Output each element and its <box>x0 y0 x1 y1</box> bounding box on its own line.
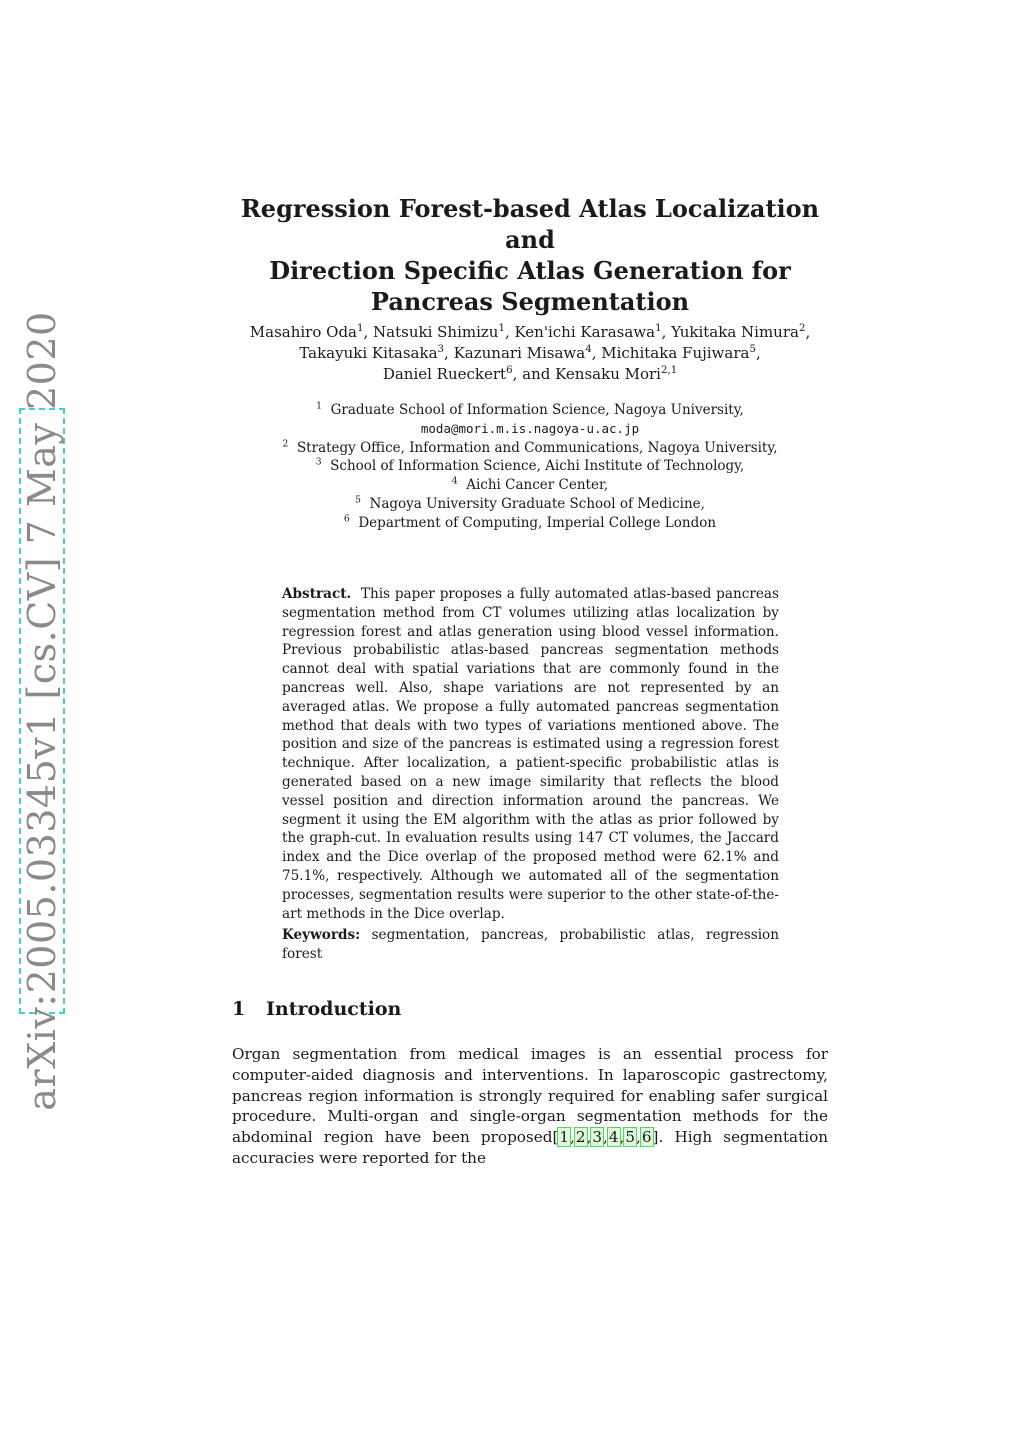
author: Masahiro Oda <box>249 323 357 341</box>
title-line-2: Direction Specific Atlas Generation for <box>269 256 791 285</box>
keywords-text: segmentation, pancreas, probabilistic atlas, regression forest <box>282 927 779 962</box>
citation-bracket: ] <box>652 1128 659 1147</box>
email-link[interactable]: moda@mori.m.is.nagoya-u.ac.jp <box>420 420 640 436</box>
citation-bracket: [ <box>552 1128 559 1147</box>
affiliation-text: School of Information Science, Aichi Institute of Technology, <box>330 458 745 475</box>
author: Ken'ichi Karasawa <box>514 323 656 341</box>
citation-link[interactable]: 2 <box>575 1128 586 1147</box>
affiliation-email <box>220 420 840 439</box>
author-affil-mark: 2,1 <box>660 365 678 376</box>
author: Yukitaka Nimura <box>671 323 799 341</box>
author: Daniel Rueckert <box>382 365 507 383</box>
affiliation <box>220 476 840 495</box>
author-affil-mark: 2 <box>798 323 806 334</box>
abstract-label: Abstract. <box>282 586 352 602</box>
affiliation <box>220 495 840 514</box>
author-affil-mark: 1 <box>357 323 364 334</box>
affiliation <box>220 439 840 458</box>
affiliation <box>220 401 840 420</box>
section-number: 1 <box>232 998 246 1020</box>
keywords <box>282 926 779 964</box>
author: Natsuki Shimizu <box>373 323 499 341</box>
author-affil-mark: 1 <box>655 323 662 334</box>
affiliation <box>220 514 840 533</box>
affiliation-number: 6 <box>343 513 350 525</box>
section-title: Introduction <box>266 998 402 1020</box>
citation-link[interactable]: 5 <box>625 1128 636 1147</box>
citation-link[interactable]: 3 <box>592 1128 603 1147</box>
keywords-label: Keywords: <box>282 927 361 943</box>
author-affil-mark: 6 <box>506 365 513 376</box>
author: Kazunari Misawa <box>453 344 586 362</box>
author: Michitaka Fujiwara <box>601 344 750 362</box>
citation-link[interactable]: 4 <box>608 1128 619 1147</box>
citation-link[interactable]: 6 <box>641 1128 652 1147</box>
affiliation-text: Department of Computing, Imperial College London <box>358 514 717 531</box>
author-affil-mark: 5 <box>749 344 756 355</box>
affiliation-text: Graduate School of Information Science, Nagoya University, <box>330 402 744 418</box>
affiliation-number: 4 <box>451 475 458 487</box>
intro-paragraph: Organ segmentation from medical images is an essential process for computer-aided diagnosis and interventions. In laparoscopic gastrectomy, pancreas region information is strongly required for enabling safer surgical procedure. Multi-organ and single-organ segmentation methods for the abdominal region have been proposed[1,2,3,4,5,6]. High segmentation accuracies were reported for the <box>232 1045 828 1167</box>
affiliation-text: Strategy Office, Information and Communications, Nagoya University, <box>296 439 778 456</box>
intro-text: Organ segmentation from medical images is an essential process for computer-aided diagnosis and interventions. In laparoscopic gastrectomy, pancreas region information is strongly required for enabling safer surgical procedure. Multi-organ and single-organ segmentation methods for the abdominal region have been proposed <box>232 1045 828 1147</box>
author-conjunction: and <box>522 365 551 383</box>
author-list: Masahiro Oda$^1$, Natsuki Shimizu$^1$, Ken'ichi Karasawa$^1$, Yukitaka Nimura$^2$, Takayuki Kitasaka$^3$, Kazunari Misawa$^4$, Michitaka Fujiwara$^5$, Daniel Rueckert$^6$, and Kensaku Mori$^{2,1}$ <box>249 323 811 383</box>
affiliation <box>220 457 840 476</box>
intro-text: . High segmentation accuracies were reported for the <box>232 1128 828 1167</box>
affiliation-number: 2 <box>282 438 289 450</box>
affiliation-number: 1 <box>316 400 322 412</box>
title-line-1: Regression Forest-based Atlas Localization and <box>240 194 820 254</box>
arxiv-identifier[interactable]: arXiv:2005.03345v1 [cs.CV] 7 May 2020 <box>20 311 64 1111</box>
affiliation-list <box>220 401 840 533</box>
citation-link[interactable]: 1 <box>559 1128 570 1147</box>
affiliation-text: Aichi Cancer Center, <box>466 477 609 494</box>
author-affil-mark: 4 <box>585 344 592 355</box>
paper-title <box>220 193 840 317</box>
abstract <box>282 585 779 923</box>
affiliation-number: 3 <box>315 456 322 468</box>
abstract-text: This paper proposes a fully automated atlas-based pancreas segmentation method from CT volumes utilizing atlas localization by regression forest and atlas generation using blood vessel information. Previous probabilistic atlas-based pancreas segmentation methods cannot deal with spatial variations that are commonly found in the pancreas well. Also, shape variations are not represented by an averaged atlas. We propose a fully automated pancreas segmentation method that deals with two types of variations mentioned above. The position and size of the pancreas is estimated using a regression forest technique. After localization, a patient-specific probabilistic atlas is generated based on a new image similarity that reflects the blood vessel position and direction information around the pancreas. We segment it using the EM algorithm with the atlas as prior followed by the graph-cut. In evaluation results using 147 CT volumes, the Jaccard index and the Dice overlap of the proposed method were 62.1% and 75.1%, respectively. Although we automated all of the segmentation processes, segmentation results were superior to the other state-of-the-art methods in the Dice overlap. <box>282 586 779 922</box>
author-affil-mark: 3 <box>437 344 445 355</box>
section-heading <box>232 998 401 1020</box>
author: Takayuki Kitasaka <box>299 344 438 362</box>
arxiv-identifier-box <box>19 311 65 1111</box>
author: Kensaku Mori <box>555 365 661 383</box>
affiliation-text: Nagoya University Graduate School of Medicine, <box>369 495 705 512</box>
title-line-3: Pancreas Segmentation <box>370 287 690 316</box>
affiliation-number: 5 <box>355 494 361 506</box>
author-affil-mark: 1 <box>498 323 505 334</box>
